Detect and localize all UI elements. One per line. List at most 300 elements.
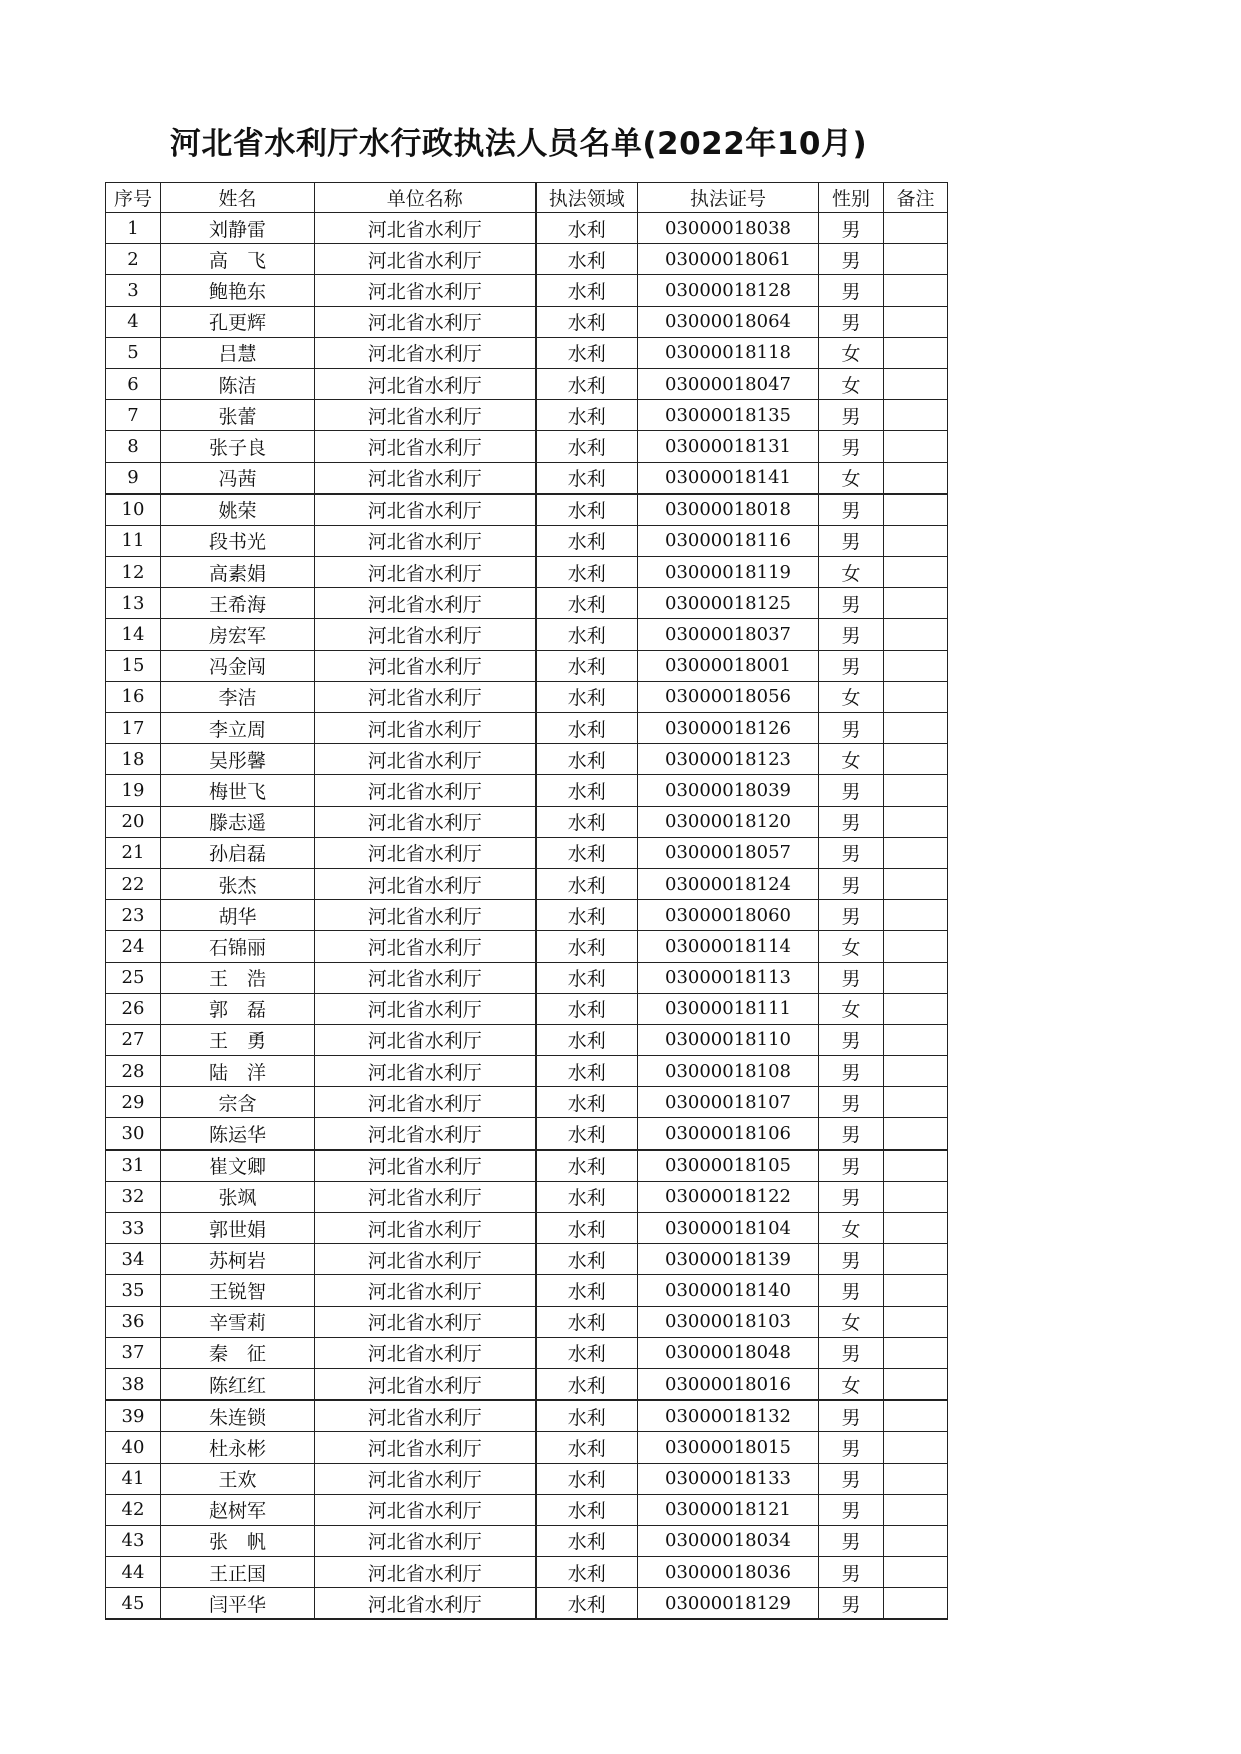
cell-cert-number: 03000018056 [638,681,819,712]
cell-name: 李洁 [161,681,315,712]
cell-remarks [884,1150,948,1182]
cell-unit: 河北省水利厅 [315,557,536,588]
cell-name: 郭世娟 [161,1213,315,1244]
cell-field: 水利 [536,337,638,368]
cell-gender: 男 [819,713,884,744]
cell-unit: 河北省水利厅 [315,1525,536,1556]
cell-field: 水利 [536,368,638,399]
table-row [106,619,948,650]
cell-serial: 21 [106,837,161,868]
cell-serial: 35 [106,1275,161,1306]
cell-cert-number: 03000018103 [638,1306,819,1337]
cell-field: 水利 [536,1463,638,1494]
cell-remarks [884,1368,948,1400]
cell-remarks [884,619,948,650]
cell-remarks [884,1494,948,1525]
cell-field: 水利 [536,1275,638,1306]
cell-serial: 44 [106,1557,161,1588]
cell-field: 水利 [536,1150,638,1182]
table-row [106,462,948,494]
cell-field: 水利 [536,931,638,962]
cell-gender: 男 [819,837,884,868]
cell-unit: 河北省水利厅 [315,1588,536,1620]
cell-gender: 男 [819,1118,884,1150]
cell-gender: 男 [819,900,884,931]
cell-remarks [884,244,948,275]
cell-name: 鲍艳东 [161,275,315,306]
cell-remarks [884,1024,948,1055]
cell-name: 冯金闯 [161,650,315,681]
table-row [106,1432,948,1463]
cell-field: 水利 [536,525,638,556]
cell-remarks [884,713,948,744]
cell-gender: 女 [819,1306,884,1337]
cell-remarks [884,213,948,244]
cell-name: 张 帆 [161,1525,315,1556]
cell-name: 崔文卿 [161,1150,315,1182]
cell-remarks [884,1118,948,1150]
cell-gender: 男 [819,962,884,993]
cell-remarks [884,1306,948,1337]
cell-unit: 河北省水利厅 [315,368,536,399]
cell-remarks [884,588,948,619]
cell-remarks [884,1244,948,1275]
cell-cert-number: 03000018139 [638,1244,819,1275]
cell-field: 水利 [536,1244,638,1275]
cell-remarks [884,525,948,556]
cell-remarks [884,650,948,681]
table-row [106,775,948,806]
table-row [106,1118,948,1150]
cell-unit: 河北省水利厅 [315,1368,536,1400]
cell-serial: 22 [106,868,161,899]
cell-unit: 河北省水利厅 [315,1024,536,1055]
header-serial: 序号 [106,183,161,213]
cell-serial: 6 [106,368,161,399]
cell-cert-number: 03000018060 [638,900,819,931]
cell-gender: 男 [819,1024,884,1055]
cell-remarks [884,837,948,868]
cell-cert-number: 03000018015 [638,1432,819,1463]
cell-gender: 男 [819,775,884,806]
header-name: 姓名 [161,183,315,213]
cell-unit: 河北省水利厅 [315,1087,536,1118]
cell-gender: 女 [819,681,884,712]
header-remarks: 备注 [884,183,948,213]
cell-serial: 1 [106,213,161,244]
cell-serial: 8 [106,431,161,462]
cell-unit: 河北省水利厅 [315,775,536,806]
cell-gender: 男 [819,1557,884,1588]
cell-cert-number: 03000018018 [638,494,819,526]
cell-field: 水利 [536,1181,638,1212]
cell-serial: 5 [106,337,161,368]
cell-cert-number: 03000018105 [638,1150,819,1182]
cell-name: 张子良 [161,431,315,462]
cell-remarks [884,306,948,337]
cell-name: 高素娟 [161,557,315,588]
cell-serial: 11 [106,525,161,556]
header-field: 执法领域 [536,183,638,213]
table-row [106,962,948,993]
cell-remarks [884,1432,948,1463]
table-row [106,713,948,744]
table-row [106,368,948,399]
cell-gender: 男 [819,1400,884,1432]
cell-unit: 河北省水利厅 [315,650,536,681]
cell-field: 水利 [536,1557,638,1588]
cell-cert-number: 03000018107 [638,1087,819,1118]
cell-serial: 39 [106,1400,161,1432]
cell-serial: 31 [106,1150,161,1182]
cell-cert-number: 03000018037 [638,619,819,650]
cell-gender: 女 [819,1368,884,1400]
cell-name: 闫平华 [161,1588,315,1620]
cell-remarks [884,1463,948,1494]
cell-serial: 14 [106,619,161,650]
table-row [106,806,948,837]
cell-remarks [884,900,948,931]
cell-gender: 男 [819,1275,884,1306]
cell-cert-number: 03000018113 [638,962,819,993]
cell-field: 水利 [536,868,638,899]
cell-serial: 27 [106,1024,161,1055]
cell-name: 王 浩 [161,962,315,993]
cell-cert-number: 03000018120 [638,806,819,837]
cell-remarks [884,744,948,775]
cell-field: 水利 [536,1494,638,1525]
cell-gender: 女 [819,744,884,775]
cell-field: 水利 [536,1400,638,1432]
cell-name: 吕慧 [161,337,315,368]
cell-name: 杜永彬 [161,1432,315,1463]
cell-cert-number: 03000018111 [638,993,819,1024]
cell-serial: 15 [106,650,161,681]
cell-cert-number: 03000018140 [638,1275,819,1306]
cell-field: 水利 [536,993,638,1024]
cell-field: 水利 [536,962,638,993]
table-row [106,1557,948,1588]
table-row [106,681,948,712]
cell-serial: 37 [106,1337,161,1368]
table-row [106,900,948,931]
cell-gender: 男 [819,1056,884,1087]
cell-unit: 河北省水利厅 [315,1432,536,1463]
cell-unit: 河北省水利厅 [315,306,536,337]
cell-field: 水利 [536,837,638,868]
cell-unit: 河北省水利厅 [315,1244,536,1275]
header-gender: 性别 [819,183,884,213]
cell-remarks [884,868,948,899]
cell-cert-number: 03000018034 [638,1525,819,1556]
cell-unit: 河北省水利厅 [315,1118,536,1150]
cell-cert-number: 03000018038 [638,213,819,244]
cell-gender: 男 [819,275,884,306]
cell-remarks [884,681,948,712]
cell-field: 水利 [536,431,638,462]
cell-gender: 男 [819,1432,884,1463]
cell-gender: 男 [819,494,884,526]
cell-name: 王正国 [161,1557,315,1588]
cell-unit: 河北省水利厅 [315,213,536,244]
table-row [106,306,948,337]
cell-serial: 10 [106,494,161,526]
cell-field: 水利 [536,1525,638,1556]
cell-cert-number: 03000018132 [638,1400,819,1432]
cell-name: 陆 洋 [161,1056,315,1087]
cell-gender: 男 [819,588,884,619]
cell-serial: 3 [106,275,161,306]
cell-unit: 河北省水利厅 [315,275,536,306]
table-row [106,868,948,899]
cell-name: 刘静雷 [161,213,315,244]
cell-field: 水利 [536,1213,638,1244]
cell-gender: 男 [819,1181,884,1212]
cell-gender: 女 [819,337,884,368]
cell-cert-number: 03000018126 [638,713,819,744]
cell-cert-number: 03000018036 [638,1557,819,1588]
cell-cert-number: 03000018016 [638,1368,819,1400]
cell-cert-number: 03000018001 [638,650,819,681]
cell-name: 陈洁 [161,368,315,399]
cell-cert-number: 03000018110 [638,1024,819,1055]
cell-remarks [884,1056,948,1087]
cell-remarks [884,557,948,588]
cell-cert-number: 03000018122 [638,1181,819,1212]
cell-cert-number: 03000018131 [638,431,819,462]
cell-gender: 女 [819,462,884,494]
table-row [106,1024,948,1055]
table-row [106,525,948,556]
cell-serial: 16 [106,681,161,712]
cell-remarks [884,1588,948,1620]
cell-unit: 河北省水利厅 [315,462,536,494]
cell-field: 水利 [536,494,638,526]
cell-name: 孔更辉 [161,306,315,337]
cell-unit: 河北省水利厅 [315,962,536,993]
cell-remarks [884,1525,948,1556]
cell-serial: 2 [106,244,161,275]
cell-cert-number: 03000018135 [638,400,819,431]
cell-remarks [884,775,948,806]
cell-serial: 24 [106,931,161,962]
cell-gender: 男 [819,1494,884,1525]
table-row [106,1337,948,1368]
cell-cert-number: 03000018121 [638,1494,819,1525]
cell-remarks [884,806,948,837]
cell-field: 水利 [536,1432,638,1463]
page-title: 河北省水利厅水行政执法人员名单(2022年10月) [169,126,868,162]
cell-unit: 河北省水利厅 [315,1056,536,1087]
cell-cert-number: 03000018129 [638,1588,819,1620]
cell-remarks [884,1181,948,1212]
table-row [106,1588,948,1620]
cell-unit: 河北省水利厅 [315,1181,536,1212]
cell-remarks [884,962,948,993]
cell-name: 苏柯岩 [161,1244,315,1275]
table-row [106,1306,948,1337]
cell-name: 吴彤馨 [161,744,315,775]
table-row [106,1275,948,1306]
cell-unit: 河北省水利厅 [315,900,536,931]
cell-field: 水利 [536,275,638,306]
cell-unit: 河北省水利厅 [315,1150,536,1182]
cell-name: 王 勇 [161,1024,315,1055]
table-row [106,1181,948,1212]
cell-gender: 男 [819,806,884,837]
cell-cert-number: 03000018133 [638,1463,819,1494]
cell-field: 水利 [536,1337,638,1368]
cell-name: 陈运华 [161,1118,315,1150]
cell-unit: 河北省水利厅 [315,1337,536,1368]
cell-serial: 36 [106,1306,161,1337]
cell-name: 王希海 [161,588,315,619]
cell-serial: 18 [106,744,161,775]
cell-field: 水利 [536,588,638,619]
table-row [106,1494,948,1525]
cell-unit: 河北省水利厅 [315,681,536,712]
cell-cert-number: 03000018039 [638,775,819,806]
table-row [106,1400,948,1432]
table-row [106,931,948,962]
cell-cert-number: 03000018108 [638,1056,819,1087]
cell-name: 王锐智 [161,1275,315,1306]
cell-unit: 河北省水利厅 [315,244,536,275]
cell-name: 张杰 [161,868,315,899]
table-row [106,557,948,588]
cell-unit: 河北省水利厅 [315,744,536,775]
cell-name: 姚荣 [161,494,315,526]
table-row [106,1463,948,1494]
cell-gender: 男 [819,619,884,650]
cell-serial: 28 [106,1056,161,1087]
cell-name: 段书光 [161,525,315,556]
table-row [106,1150,948,1182]
cell-unit: 河北省水利厅 [315,431,536,462]
cell-cert-number: 03000018124 [638,868,819,899]
cell-gender: 女 [819,1213,884,1244]
cell-name: 朱连锁 [161,1400,315,1432]
cell-gender: 男 [819,1525,884,1556]
cell-unit: 河北省水利厅 [315,1463,536,1494]
cell-field: 水利 [536,1588,638,1620]
cell-field: 水利 [536,1024,638,1055]
cell-serial: 25 [106,962,161,993]
cell-name: 梅世飞 [161,775,315,806]
cell-serial: 40 [106,1432,161,1463]
cell-serial: 20 [106,806,161,837]
cell-cert-number: 03000018123 [638,744,819,775]
header-cert-number: 执法证号 [638,183,819,213]
cell-field: 水利 [536,744,638,775]
cell-name: 王欢 [161,1463,315,1494]
cell-field: 水利 [536,1087,638,1118]
cell-field: 水利 [536,400,638,431]
cell-serial: 7 [106,400,161,431]
cell-gender: 男 [819,868,884,899]
cell-unit: 河北省水利厅 [315,713,536,744]
cell-cert-number: 03000018064 [638,306,819,337]
cell-gender: 男 [819,1463,884,1494]
cell-cert-number: 03000018141 [638,462,819,494]
table-row [106,1525,948,1556]
cell-name: 滕志遥 [161,806,315,837]
cell-gender: 男 [819,1337,884,1368]
cell-gender: 男 [819,431,884,462]
cell-gender: 男 [819,650,884,681]
cell-serial: 45 [106,1588,161,1620]
cell-name: 秦 征 [161,1337,315,1368]
cell-cert-number: 03000018116 [638,525,819,556]
cell-unit: 河北省水利厅 [315,1400,536,1432]
cell-unit: 河北省水利厅 [315,525,536,556]
cell-remarks [884,1275,948,1306]
cell-serial: 30 [106,1118,161,1150]
cell-gender: 男 [819,244,884,275]
cell-cert-number: 03000018125 [638,588,819,619]
cell-cert-number: 03000018048 [638,1337,819,1368]
cell-remarks [884,1213,948,1244]
personnel-table [105,182,948,1620]
cell-field: 水利 [536,806,638,837]
cell-remarks [884,462,948,494]
cell-remarks [884,368,948,399]
cell-unit: 河北省水利厅 [315,400,536,431]
cell-serial: 26 [106,993,161,1024]
table-row [106,1244,948,1275]
cell-remarks [884,400,948,431]
cell-name: 石锦丽 [161,931,315,962]
cell-remarks [884,1337,948,1368]
cell-name: 辛雪莉 [161,1306,315,1337]
cell-gender: 男 [819,1087,884,1118]
cell-gender: 男 [819,1150,884,1182]
cell-unit: 河北省水利厅 [315,1557,536,1588]
cell-serial: 38 [106,1368,161,1400]
cell-serial: 13 [106,588,161,619]
table-row [106,1056,948,1087]
cell-cert-number: 03000018061 [638,244,819,275]
cell-gender: 男 [819,525,884,556]
cell-gender: 女 [819,557,884,588]
cell-cert-number: 03000018057 [638,837,819,868]
cell-remarks [884,1087,948,1118]
table-row [106,337,948,368]
cell-remarks [884,275,948,306]
cell-remarks [884,337,948,368]
cell-unit: 河北省水利厅 [315,1213,536,1244]
cell-field: 水利 [536,1306,638,1337]
cell-cert-number: 03000018118 [638,337,819,368]
cell-name: 冯茜 [161,462,315,494]
cell-field: 水利 [536,557,638,588]
table-row [106,993,948,1024]
cell-serial: 29 [106,1087,161,1118]
cell-gender: 男 [819,1244,884,1275]
cell-gender: 男 [819,213,884,244]
cell-gender: 男 [819,306,884,337]
table-row [106,837,948,868]
cell-name: 胡华 [161,900,315,931]
cell-name: 赵树军 [161,1494,315,1525]
cell-name: 张蕾 [161,400,315,431]
cell-remarks [884,1400,948,1432]
cell-unit: 河北省水利厅 [315,837,536,868]
cell-field: 水利 [536,213,638,244]
cell-serial: 12 [106,557,161,588]
table-row [106,431,948,462]
cell-field: 水利 [536,900,638,931]
